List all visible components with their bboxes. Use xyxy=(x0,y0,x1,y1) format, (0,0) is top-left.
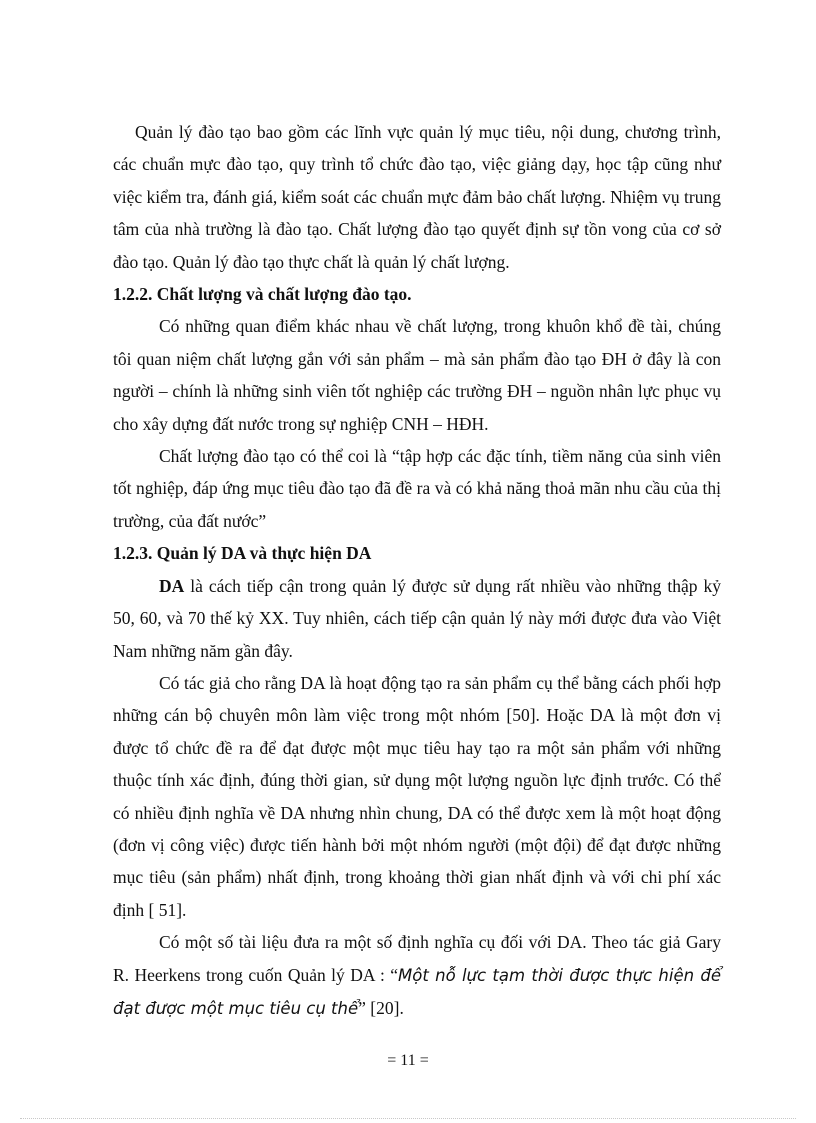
section-heading-1-2-3: 1.2.3. Quản lý DA và thực hiện DA xyxy=(113,543,372,564)
heerkens-citation: ” [20]. xyxy=(358,997,404,1018)
heerkens-quote: Một nỗ lực tạm thời được thực hiện để đạt được một mục tiêu cụ thể xyxy=(113,965,721,1018)
page-number: = 11 = xyxy=(387,1052,429,1069)
paragraph-heerkens-definition xyxy=(113,926,721,1025)
paragraph-project-approach xyxy=(113,570,721,667)
paragraph-training-quality-definition: Chất lượng đào tạo có thể coi là “tập hợp các đặc tính, tiềm năng của sinh viên tốt nghiệp, đáp ứng mục tiêu đào tạo đã đề ra và có khả năng thoả mãn nhu cầu của thị trường, của đất nước” xyxy=(113,446,721,531)
project-term-bold: DA xyxy=(159,575,185,596)
section-heading-1-2-2: 1.2.2. Chất lượng và chất lượng đào tạo. xyxy=(113,284,412,305)
paragraph-training-management: Quản lý đào tạo bao gồm các lĩnh vực quản lý mục tiêu, nội dung, chương trình, các chuẩn mực đào tạo, quy trình tổ chức đào tạo, việc giảng dạy, học tập cũng như việc kiểm tra, đánh giá, kiểm soát các chuẩn mực đảm bảo chất lượng. Nhiệm vụ trung tâm của nhà trường là đào tạo. Chất lượng đào tạo quyết định sự tồn vong của cơ sở đào tạo. Quản lý đào tạo thực chất là quản lý chất lượng. xyxy=(113,122,721,272)
heerkens-intro-text: Có một số tài liệu đưa ra một số định nghĩa cụ đối với DA. Theo tác giả Gary R. Heerkens trong cuốn Quản lý DA : “ xyxy=(113,932,721,985)
page-bottom-divider xyxy=(20,1118,796,1119)
paragraph-quality-views: Có những quan điểm khác nhau về chất lượng, trong khuôn khổ đề tài, chúng tôi quan niệm chất lượng gắn với sản phẩm – mà sản phẩm đào tạo ĐH ở đây là con người – chính là những sinh viên tốt nghiệp các trường ĐH – nguồn nhân lực phục vụ cho xây dựng đất nước trong sự nghiệp CNH – HĐH. xyxy=(113,316,721,434)
paragraph-project-definitions: Có tác giả cho rằng DA là hoạt động tạo ra sản phẩm cụ thể bằng cách phối hợp những cán bộ chuyên môn làm việc trong một nhóm [50]. Hoặc DA là một đơn vị được tổ chức đề ra để đạt được một mục tiêu hay tạo ra một sản phẩm với những thuộc tính xác định, đúng thời gian, sử dụng một lượng nguồn lực định trước. Có thể có nhiều định nghĩa về DA nhưng nhìn chung, DA có thể được xem là một hoạt động (đơn vị công việc) được tiến hành bởi một nhóm người (một đội) để đạt được những mục tiêu (sản phẩm) nhất định, trong khoảng thời gian nhất định và với chi phí xác định [ 51]. xyxy=(113,672,721,920)
page-content xyxy=(113,116,721,1025)
project-approach-text: là cách tiếp cận trong quản lý được sử dụng rất nhiều vào những thập kỷ 50, 60, và 70 thế kỷ XX. Tuy nhiên, cách tiếp cận quản lý này mới được đưa vào Việt Nam những năm gần đây. xyxy=(113,575,721,661)
